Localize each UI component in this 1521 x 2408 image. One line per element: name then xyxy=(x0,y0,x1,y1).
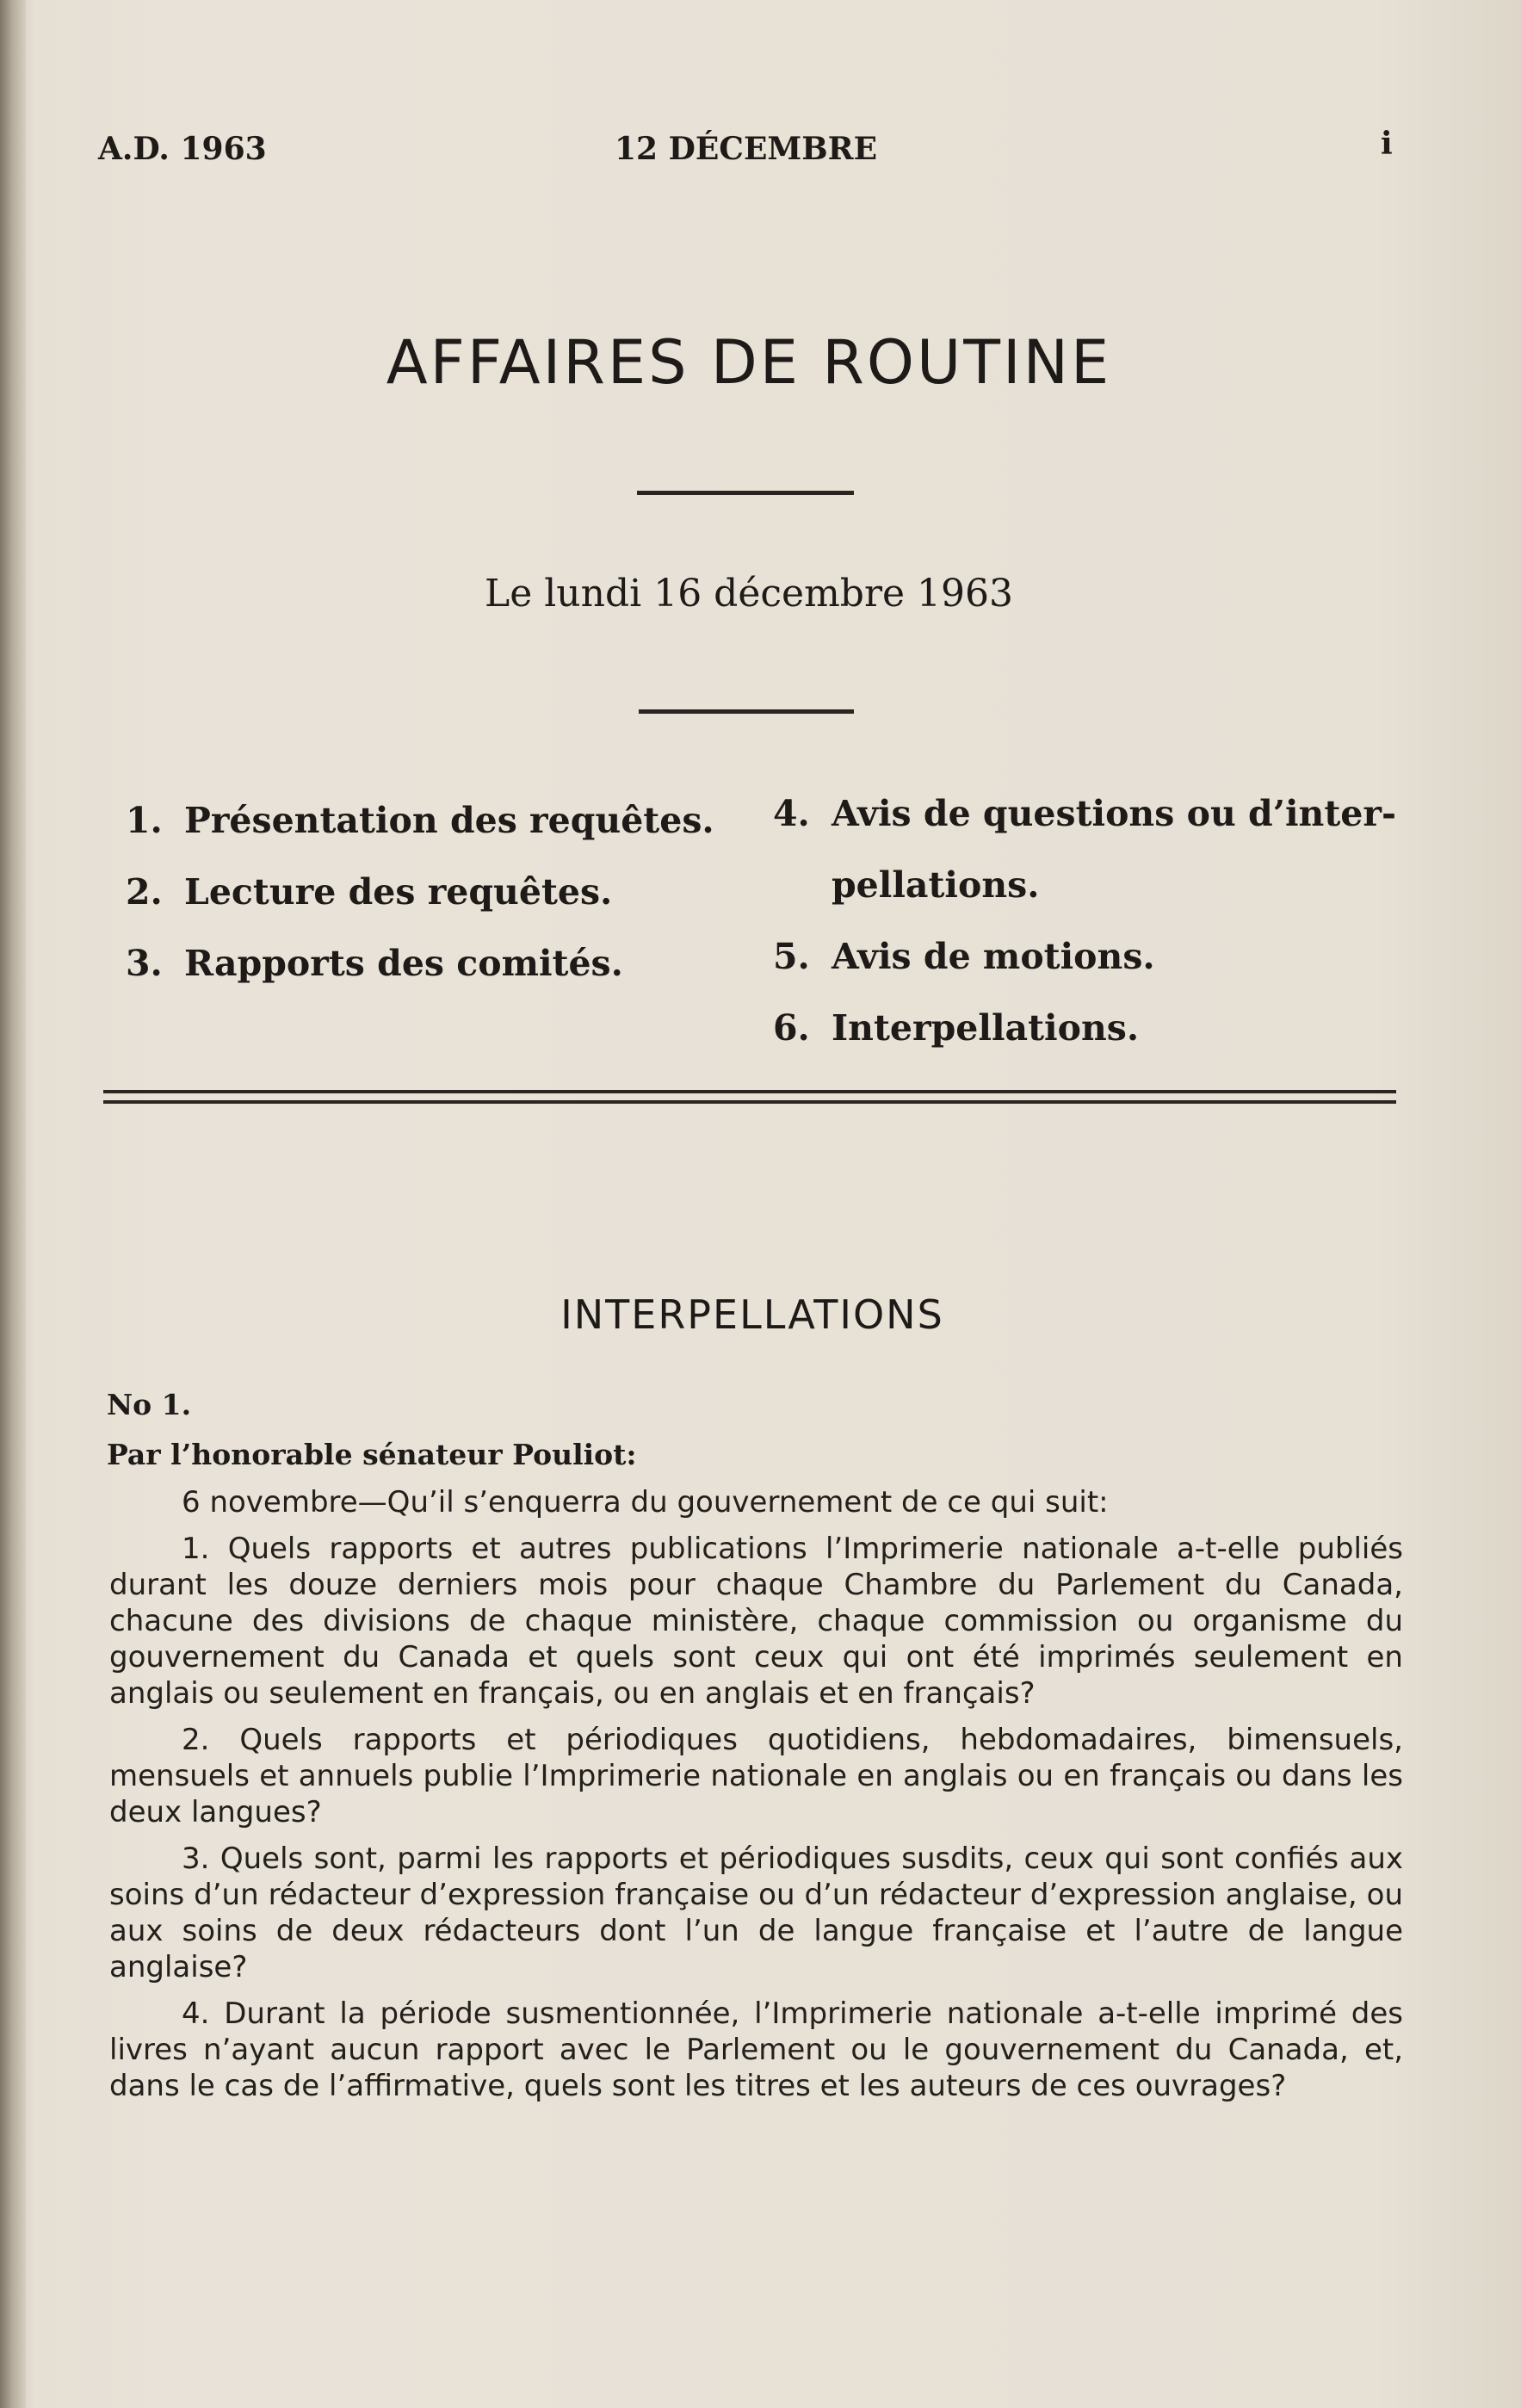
page-number: i xyxy=(1381,126,1393,162)
paragraph: 2. Quels rapports et périodiques quotidiens, hebdomadaires, bimensuels, mensuels et annuels publie l’Imprimerie nationale en anglais ou en français ou dans les deux langues? xyxy=(109,1723,1403,1829)
order-right-column xyxy=(773,778,1396,1064)
paragraph: 1. Quels rapports et autres publications l’Imprimerie nationale a-t-elle publiés durant les douze derniers mois pour chaque Chambre du Parlement du Canada, chacune des divisions de chaque ministère, chaque commission ou organisme du gouvernement du Canada et quels sont ceux qui ont été imprimés seulement en anglais ou seulement en français, ou en anglais et en français? xyxy=(109,1532,1403,1711)
title-rule xyxy=(637,491,854,495)
order-item-number: 2. xyxy=(126,871,163,913)
order-item xyxy=(126,928,714,1000)
section-divider-top xyxy=(103,1090,1396,1093)
sitting-date: Le lundi 16 décembre 1963 xyxy=(484,572,1013,616)
order-item-number: 4. xyxy=(773,793,810,834)
paragraph: 6 novembre—Qu’il s’enquerra du gouvernement de ce qui suit: xyxy=(182,1485,1109,1520)
header-year: A.D. 1963 xyxy=(98,131,267,167)
order-item xyxy=(773,778,1396,850)
order-item-label: pellations. xyxy=(832,864,1040,906)
header-date: 12 DÉCEMBRE xyxy=(615,131,878,167)
order-item-number: 5. xyxy=(773,936,810,977)
order-item xyxy=(126,857,714,928)
section-heading: INTERPELLATIONS xyxy=(560,1291,944,1338)
date-rule xyxy=(639,709,854,714)
order-item-label: Interpellations. xyxy=(832,1007,1140,1049)
order-item-number: 3. xyxy=(126,943,163,984)
paragraph: 4. Durant la période susmentionnée, l’Imprimerie nationale a-t-elle imprimé des livres n’ayant aucun rapport avec le Parlement ou le gouvernement du Canada, et, dans le cas de l’affirmative, quels sont les titres et les auteurs de ces ouvrages? xyxy=(109,1996,1403,2103)
order-item-label: Rapports des comités. xyxy=(184,943,623,984)
order-item-label: Avis de motions. xyxy=(832,936,1155,977)
paragraph: 3. Quels sont, parmi les rapports et périodiques susdits, ceux qui sont confiés aux soins d’un rédacteur d’expression française ou d’un rédacteur d’expression anglaise, ou aux soins de deux rédacteurs dont l’un de langue française et l’autre de langue anglaise? xyxy=(109,1842,1403,1984)
order-item-label: Lecture des requêtes. xyxy=(184,871,613,913)
page-title: AFFAIRES DE ROUTINE xyxy=(386,327,1112,398)
interpellation-number: No 1. xyxy=(107,1388,192,1421)
order-item xyxy=(773,921,1396,993)
order-item xyxy=(773,993,1396,1064)
order-item-number: 6. xyxy=(773,1007,810,1049)
interpellation-body xyxy=(109,1484,1403,2114)
order-left-column xyxy=(126,785,714,1000)
order-item-number: 1. xyxy=(126,800,163,841)
order-item xyxy=(126,785,714,857)
order-item-label: Avis de questions ou d’inter- xyxy=(832,793,1396,834)
order-item-continuation xyxy=(773,850,1396,921)
interpellation-author: Par l’honorable sénateur Pouliot: xyxy=(107,1438,637,1471)
section-divider-bottom xyxy=(103,1100,1396,1104)
order-item-label: Présentation des requêtes. xyxy=(184,800,714,841)
